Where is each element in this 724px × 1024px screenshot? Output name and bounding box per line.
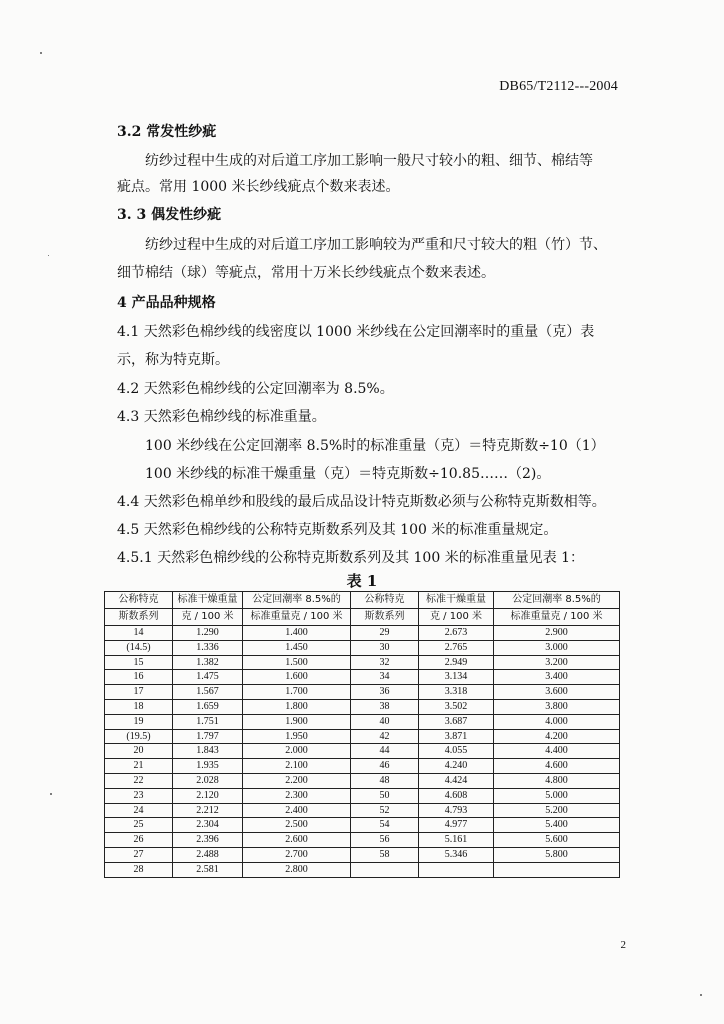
table-cell: 1.797 xyxy=(173,729,243,744)
table-cell: 28 xyxy=(105,862,173,877)
table-cell: 3.800 xyxy=(494,699,620,714)
clause-4-4: 4.4 天然彩色棉单纱和股线的最后成品设计特克斯数必须与公称特克斯数相等。 xyxy=(117,494,606,510)
table-cell: 5.800 xyxy=(494,847,620,862)
table-cell: 2.304 xyxy=(173,818,243,833)
table-cell: 17 xyxy=(105,685,173,700)
table-cell: (14.5) xyxy=(105,640,173,655)
table-row xyxy=(105,626,620,641)
table-row xyxy=(105,729,620,744)
table-cell: 5.346 xyxy=(419,847,494,862)
table-cell: 4.200 xyxy=(494,729,620,744)
table-cell xyxy=(419,862,494,877)
table-cell: 58 xyxy=(351,847,419,862)
table-row xyxy=(105,803,620,818)
clause-4-2: 4.2 天然彩色棉纱线的公定回潮率为 8.5%。 xyxy=(117,381,394,397)
table-cell: 1.700 xyxy=(243,685,351,700)
clause-4-1-continued: 示，称为特克斯。 xyxy=(117,352,229,368)
table-cell: 23 xyxy=(105,788,173,803)
table-cell: 1.751 xyxy=(173,714,243,729)
table-row xyxy=(105,818,620,833)
table-cell: 18 xyxy=(105,699,173,714)
table-cell: 24 xyxy=(105,803,173,818)
table-cell: 2.000 xyxy=(243,744,351,759)
table-cell: 1.935 xyxy=(173,759,243,774)
table-cell: 4.977 xyxy=(419,818,494,833)
table-cell: 1.843 xyxy=(173,744,243,759)
table-cell: 21 xyxy=(105,759,173,774)
table-cell: (19.5) xyxy=(105,729,173,744)
table-cell: 1.659 xyxy=(173,699,243,714)
table-cell: 5.400 xyxy=(494,818,620,833)
clause-4-3: 4.3 天然彩色棉纱线的标准重量。 xyxy=(117,409,326,425)
formula-2: 100 米纱线的标准干燥重量（克）＝特克斯数÷10.85……（2)。 xyxy=(145,466,551,482)
table-row xyxy=(105,670,620,685)
table-cell: 3.400 xyxy=(494,670,620,685)
table-cell: 26 xyxy=(105,833,173,848)
table-cell: 1.500 xyxy=(243,655,351,670)
table-cell: 44 xyxy=(351,744,419,759)
table-cell: 16 xyxy=(105,670,173,685)
table-cell: 4.608 xyxy=(419,788,494,803)
paragraph-line: 疵点。常用 1000 米长纱线疵点个数来表述。 xyxy=(117,179,400,195)
table-header-cell: 公称特克 xyxy=(105,592,173,609)
table-cell: 1.600 xyxy=(243,670,351,685)
table-row xyxy=(105,714,620,729)
table-header-row xyxy=(105,592,620,609)
table-cell: 2.028 xyxy=(173,773,243,788)
table-cell: 5.000 xyxy=(494,788,620,803)
table-header-row xyxy=(105,609,620,626)
table-header-cell: 克 / 100 米 xyxy=(173,609,243,626)
table-cell: 5.200 xyxy=(494,803,620,818)
table-cell: 25 xyxy=(105,818,173,833)
table-cell: 27 xyxy=(105,847,173,862)
table-cell: 5.600 xyxy=(494,833,620,848)
table-cell: 2.800 xyxy=(243,862,351,877)
table-cell: 19 xyxy=(105,714,173,729)
paragraph-line: 纺纱过程中生成的对后道工序加工影响一般尺寸较小的粗、细节、棉结等 xyxy=(145,153,593,169)
table-row xyxy=(105,655,620,670)
table-cell: 2.581 xyxy=(173,862,243,877)
table-header-cell: 公定回潮率 8.5%的 xyxy=(494,592,620,609)
table-header-cell: 斯数系列 xyxy=(105,609,173,626)
table-cell: 2.500 xyxy=(243,818,351,833)
table-cell: 3.134 xyxy=(419,670,494,685)
table-cell: 29 xyxy=(351,626,419,641)
table-row xyxy=(105,744,620,759)
table-cell xyxy=(494,862,620,877)
table-cell: 48 xyxy=(351,773,419,788)
table-cell: 52 xyxy=(351,803,419,818)
table-cell: 1.567 xyxy=(173,685,243,700)
table-cell: 15 xyxy=(105,655,173,670)
table-row xyxy=(105,788,620,803)
table-cell: 3.687 xyxy=(419,714,494,729)
table-cell: 4.800 xyxy=(494,773,620,788)
table-header-cell: 标准干燥重量 xyxy=(173,592,243,609)
table-cell: 2.212 xyxy=(173,803,243,818)
section-3-2-heading: 3.2 常发性纱疵 xyxy=(117,124,217,140)
table-cell: 14 xyxy=(105,626,173,641)
scan-speck xyxy=(700,994,702,996)
table-cell: 46 xyxy=(351,759,419,774)
table-cell: 3.871 xyxy=(419,729,494,744)
table-row xyxy=(105,833,620,848)
scan-speck xyxy=(50,793,52,795)
table-cell: 2.200 xyxy=(243,773,351,788)
table-row xyxy=(105,862,620,877)
document-code: DB65/T2112---2004 xyxy=(499,79,618,94)
table-cell: 36 xyxy=(351,685,419,700)
table-header-cell: 标准重量克 / 100 米 xyxy=(243,609,351,626)
clause-4-5-1: 4.5.1 天然彩色棉纱线的公称特克斯数系列及其 100 米的标准重量见表 1： xyxy=(117,550,585,566)
table-cell: 1.450 xyxy=(243,640,351,655)
table-cell: 30 xyxy=(351,640,419,655)
table-cell: 1.950 xyxy=(243,729,351,744)
table-cell: 34 xyxy=(351,670,419,685)
table-cell: 54 xyxy=(351,818,419,833)
table-header-cell: 公定回潮率 8.5%的 xyxy=(243,592,351,609)
table-cell: 4.400 xyxy=(494,744,620,759)
table-cell: 1.475 xyxy=(173,670,243,685)
table-cell: 2.400 xyxy=(243,803,351,818)
section-3-3-heading: 3. 3 偶发性纱疵 xyxy=(117,207,222,223)
table-cell: 5.161 xyxy=(419,833,494,848)
table-cell: 22 xyxy=(105,773,173,788)
table-cell: 1.336 xyxy=(173,640,243,655)
table-cell: 20 xyxy=(105,744,173,759)
table-cell: 2.100 xyxy=(243,759,351,774)
tex-weight-table xyxy=(104,591,620,878)
table-cell: 2.120 xyxy=(173,788,243,803)
table-header-cell: 斯数系列 xyxy=(351,609,419,626)
table-cell: 3.000 xyxy=(494,640,620,655)
table-cell: 1.400 xyxy=(243,626,351,641)
table-cell: 56 xyxy=(351,833,419,848)
scan-speck xyxy=(48,255,49,256)
paragraph-line: 细节棉结（球）等疵点，常用十万米长纱线疵点个数来表述。 xyxy=(117,265,495,281)
section-4-heading: 4 产品品种规格 xyxy=(117,295,216,311)
table-cell: 40 xyxy=(351,714,419,729)
table-cell: 4.055 xyxy=(419,744,494,759)
table-cell: 2.300 xyxy=(243,788,351,803)
table-row xyxy=(105,759,620,774)
table-header-cell: 公称特克 xyxy=(351,592,419,609)
clause-4-1: 4.1 天然彩色棉纱线的线密度以 1000 米纱线在公定回潮率时的重量（克）表 xyxy=(117,324,595,340)
table-cell: 2.673 xyxy=(419,626,494,641)
table-cell: 38 xyxy=(351,699,419,714)
table-title: 表 1 xyxy=(346,572,378,590)
table-cell: 42 xyxy=(351,729,419,744)
table-cell: 2.396 xyxy=(173,833,243,848)
table-cell: 4.600 xyxy=(494,759,620,774)
clause-4-5: 4.5 天然彩色棉纱线的公称特克斯数系列及其 100 米的标准重量规定。 xyxy=(117,522,558,538)
formula-1: 100 米纱线在公定回潮率 8.5%时的标准重量（克）＝特克斯数÷10（1） xyxy=(145,438,605,454)
table-cell: 32 xyxy=(351,655,419,670)
table-row xyxy=(105,773,620,788)
table-cell: 4.793 xyxy=(419,803,494,818)
table-header-cell: 标准重量克 / 100 米 xyxy=(494,609,620,626)
table-cell: 2.765 xyxy=(419,640,494,655)
table-row xyxy=(105,685,620,700)
table-cell: 3.600 xyxy=(494,685,620,700)
table-cell: 2.488 xyxy=(173,847,243,862)
table-row xyxy=(105,847,620,862)
table-row xyxy=(105,640,620,655)
table-header-cell: 克 / 100 米 xyxy=(419,609,494,626)
table-cell: 4.000 xyxy=(494,714,620,729)
table-cell: 3.200 xyxy=(494,655,620,670)
table-cell: 3.502 xyxy=(419,699,494,714)
table-cell: 2.949 xyxy=(419,655,494,670)
table-cell: 1.382 xyxy=(173,655,243,670)
table-cell: 2.900 xyxy=(494,626,620,641)
table-cell: 2.700 xyxy=(243,847,351,862)
table-cell: 1.800 xyxy=(243,699,351,714)
table-cell: 3.318 xyxy=(419,685,494,700)
table-cell: 2.600 xyxy=(243,833,351,848)
scan-speck xyxy=(40,52,42,54)
table-cell: 4.240 xyxy=(419,759,494,774)
table-cell xyxy=(351,862,419,877)
table-cell: 1.290 xyxy=(173,626,243,641)
page-number: 2 xyxy=(620,939,626,951)
table-cell: 1.900 xyxy=(243,714,351,729)
table-cell: 4.424 xyxy=(419,773,494,788)
table-header-cell: 标准干燥重量 xyxy=(419,592,494,609)
table-cell: 50 xyxy=(351,788,419,803)
paragraph-line: 纺纱过程中生成的对后道工序加工影响较为严重和尺寸较大的粗（竹）节、 xyxy=(145,237,607,253)
table-row xyxy=(105,699,620,714)
table-body xyxy=(105,626,620,878)
